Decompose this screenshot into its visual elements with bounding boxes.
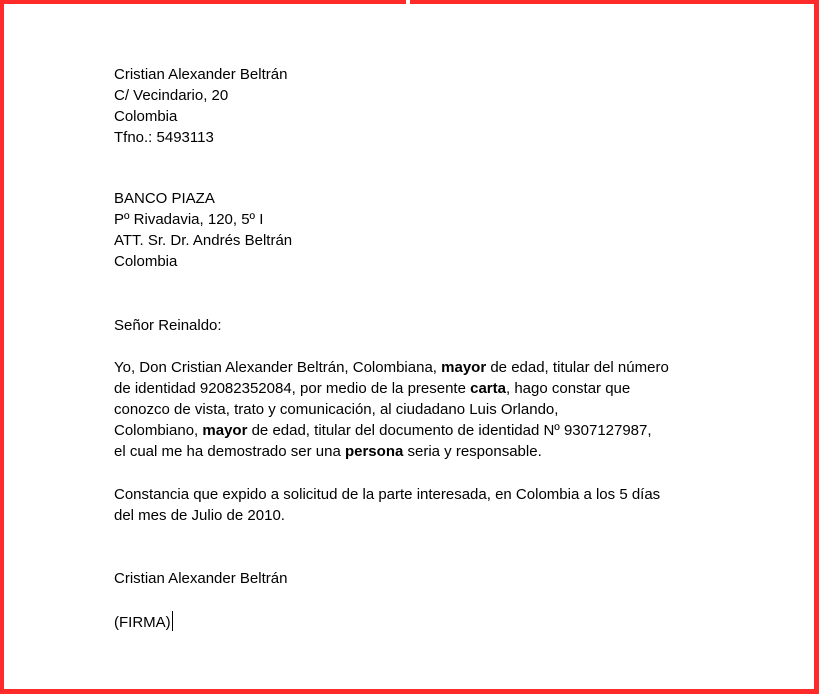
text-run: seria y responsable. <box>403 443 542 460</box>
body-paragraph-2 <box>114 484 734 526</box>
sender-country: Colombia <box>114 108 178 125</box>
recipient-block <box>114 188 734 272</box>
signature-block[interactable] <box>114 611 734 633</box>
signature-line[interactable] <box>114 611 734 633</box>
frame-right-border <box>814 0 819 694</box>
sender-block <box>114 64 734 148</box>
sender-address: C/ Vecindario, 20 <box>114 87 229 104</box>
recipient-company: BANCO PIAZA <box>114 190 215 207</box>
recipient-country: Colombia <box>114 253 178 270</box>
recipient-attention: ATT. Sr. Dr. Andrés Beltrán <box>114 232 293 249</box>
body-line: del mes de Julio de 2010. <box>114 507 285 524</box>
text-run: de edad, titular del documento de identidad Nº 9307127987, <box>247 422 652 439</box>
text-run: Yo, Don Cristian Alexander Beltrán, Colombiana, <box>114 359 442 376</box>
bold-word: persona <box>344 443 404 460</box>
salutation-text: Señor Reinaldo: <box>114 317 222 334</box>
recipient-address: Pº Rivadavia, 120, 5º I <box>114 211 264 228</box>
signature-placeholder: (FIRMA) <box>114 614 171 631</box>
text-run: , hago constar que <box>505 380 631 397</box>
text-cursor <box>172 611 174 631</box>
text-run: el cual me ha demostrado ser una <box>114 443 345 460</box>
closing-block <box>114 568 734 589</box>
frame-top-gap <box>406 0 410 4</box>
text-run: de identidad 92082352084, por medio de la presente <box>114 380 471 397</box>
text-run: de edad, titular del número <box>486 359 669 376</box>
body-line: conozco de vista, trato y comunicación, al ciudadano Luis Orlando, <box>114 401 559 418</box>
sender-name: Cristian Alexander Beltrán <box>114 66 288 83</box>
body-line <box>114 357 734 378</box>
salutation <box>114 315 734 336</box>
bold-word: carta <box>470 380 506 397</box>
frame-left-border <box>0 0 4 694</box>
body-line <box>114 378 734 399</box>
body-line <box>114 441 734 462</box>
text-run: Colombiano, <box>114 422 203 439</box>
body-line: Constancia que expido a solicitud de la parte interesada, en Colombia a los 5 días <box>114 486 661 503</box>
bold-word: mayor <box>202 422 248 439</box>
body-paragraph-1 <box>114 357 734 462</box>
body-line <box>114 420 734 441</box>
frame-bottom-border <box>0 689 819 694</box>
sender-phone: Tfno.: 5493113 <box>114 129 214 146</box>
bold-word: mayor <box>441 359 487 376</box>
closing-name: Cristian Alexander Beltrán <box>114 570 288 587</box>
